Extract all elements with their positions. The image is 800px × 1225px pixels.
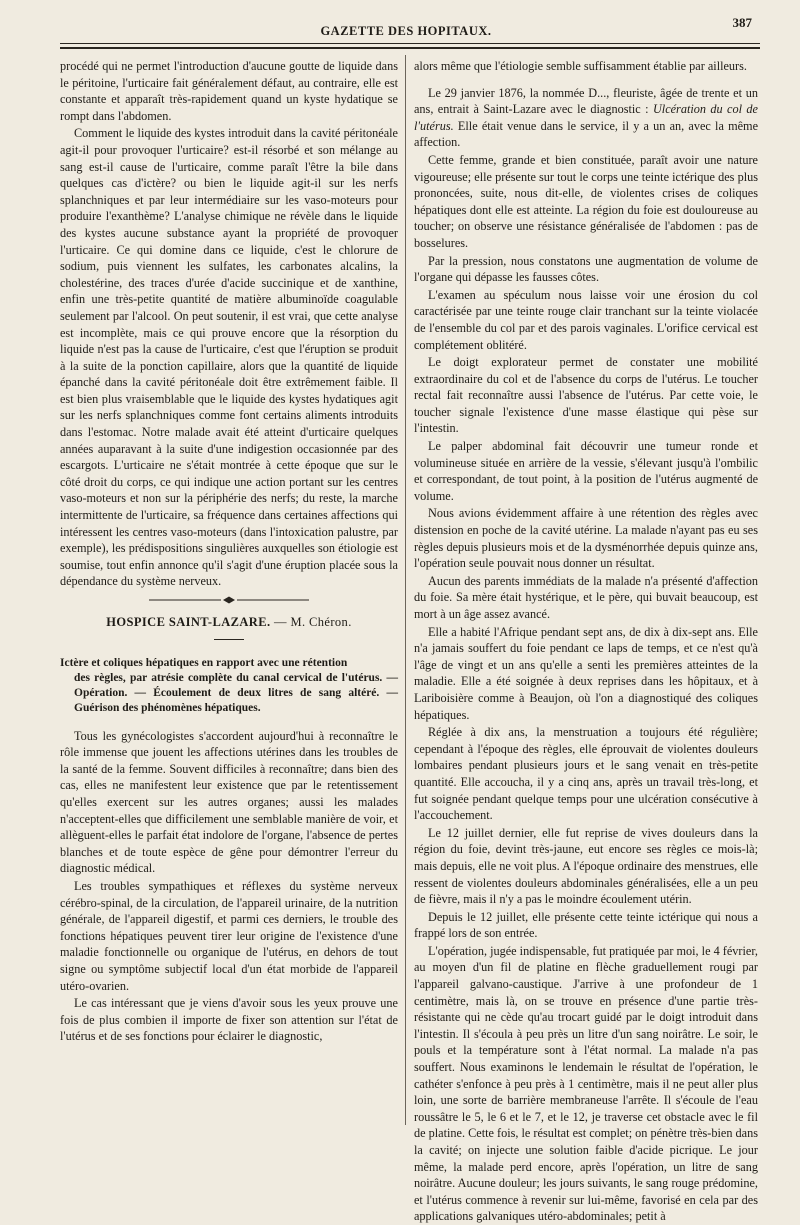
paragraph: Cette femme, grande et bien constituée, paraît avoir une nature vigoureuse; elle présente sur tout le corps une teinte ictérique des plus prononcées, suite, nous dit-elle, de violentes crises de coliques hépatiques dont elle est atteinte. La région du foie est douloureuse au toucher; on observe une résistance généralisée de l'abdomen : pas de bosselures. — [414, 152, 758, 250]
journal-title: GAZETTE DES HOPITAUX. — [320, 24, 492, 38]
obs-intro: Le 29 janvier 1876, la nommée D..., fleuriste, âgée de trente et un ans, entrait à Saint-Lazare avec le diagnostic : — [414, 85, 758, 117]
paragraph: Nous avions évidemment affaire à une rétention des règles avec distension en poche de la cavité utérine. La malade n'ayant pas eu ses règles depuis plusieurs mois et de la dysménorrhée depuis quinze ans, l'opération seule pouvait nous donner un résultat. — [414, 506, 758, 571]
paragraph: Le doigt explorateur permet de constater une mobilité extraordinaire du col et de l'absence du corps de l'utérus. Le toucher rectal fait reconnaître aussi l'absence de l'utérus. Par cette voie, le toucher signale l'existence d'une masse élastique qui pèse sur l'intestin. — [414, 355, 758, 436]
paragraph: Le 12 juillet dernier, elle fut reprise de vives douleurs dans la région du foie, devint très-jaune, eut encore ses règles ce mois-là; mais depuis, elle ne voit plus. A l'époque ordinaire des menstrues, elle ressent de violentes douleurs abdominales généralisées, elle a un peu de fièvre, mais il n'y a pas le moindre écoulement utérin. — [414, 825, 758, 907]
left-column — [60, 58, 398, 1128]
observation-paragraph — [414, 85, 758, 151]
right-column — [414, 58, 759, 1224]
header-rule-thin — [60, 43, 760, 44]
page-number: 387 — [732, 15, 752, 30]
paragraph: Comment le liquide des kystes introduit dans la cavité péritonéale agit-il pour provoquer l'urticaire? est-il résorbé et son mélange au sang est-il cause de l'urticaire, comme paraît l'être la bile dans quelques cas d'ictère? ou bien le liquide agit-il sur les nerfs splanchniques et par leur intermédiaire sur les vaso-moteurs pour produire l'exanthème? L'analyse chimique ne révèle dans le liquide des kystes aucune substance ayant la propriété de provoquer l'urticaire. Ce qui domine dans ce liquide, c'est le chlorure de sodium, puis viennent les sulfates, les carbonates alcalins, la cholestérine, des traces d'urée d'acide succinique et de xanthine, enfin une très-petite quantité de matière albuminoïde coagulable seulement par l'alcool. On peut soutenir, il est vrai, que cette analyse est incomplète, mais ce qui prouve encore que la résorption du liquide n'est pas la cause de l'urticaire, c'est que l'éruption se produit à la suite de la ponction capillaire, alors que la quantité de liquide épanché dans la cavité péritonéale doit être extrêmement faible. Il est bien plus vraisemblable que le liquide des kystes hydatiques agit sur les nerfs splanchniques comme font certains aliments introduits dans l'estomac. Notre malade avait été atteint d'urticaire quelques années auparavant à la suite d'une indigestion occasionnée par des escargots. L'urticaire ne s'était montrée à cette époque que sur le côté droit du corps, ce qui indique une action portant sur les centres vaso-moteurs et non sur la périphérie des nerfs; du reste, la marche intermittente de l'urticaire, sa fréquence dans certaines affections qui intéressent les centres vaso-moteurs (dans l'intoxication palustre, par exemple), les prédispositions singulières auxquelles son étiologie est soumise, tout enfin annonce qu'il s'agit d'une éruption placée sous la dépendance du système nerveux. — [60, 126, 398, 589]
paragraph: Aucun des parents immédiats de la malade n'a présenté d'affection du foie. Sa mère était hystérique, et le père, qui buvait beaucoup, est mort à un âge assez avancé. — [414, 573, 758, 621]
ornament-diamond-icon — [149, 596, 309, 604]
header-rule-thick — [60, 47, 760, 49]
paragraph: Tous les gynécologistes s'accordent aujourd'hui à reconnaître le rôle immense que jouent les affections utérines dans les troubles de la santé de la femme. Souvent difficiles à reconnaître; dans bien des cas, elles ne manifestent leur existence que par le retentissement qu'elles exercent sur les autres organes; aussi les malades n'acceptent-elles que difficilement une semblable manière de voir, et allèguent-elles le parfait état indolore de l'organe, l'absence de pertes blanches et de toute espèce de gêne pour démontrer l'erreur du diagnostic médical. — [60, 728, 398, 876]
section-author: — M. Chéron. — [274, 615, 352, 629]
paragraph: Réglée à dix ans, la menstruation a toujours été régulière; cependant à l'époque des règles, elle éprouvait de violentes douleurs lombaires pendant plusieurs jours et le sang venait en très-petite quantité. Elle accoucha, il y a cinq ans, après un travail très-long, et fut soignée pendant quelque temps pour une ulcération consécutive à l'accouchement. — [414, 725, 758, 823]
column-divider — [405, 55, 406, 1125]
paragraph: procédé qui ne permet l'introduction d'aucune goutte de liquide dans le péritoine, l'urticaire fait généralement défaut, au contraire, elle est constante et apparaît très-rapidement quand un kyste hydatique se rompt dans l'abdomen. — [60, 59, 398, 123]
paragraph: L'examen au spéculum nous laisse voir une érosion du col caractérisée par une teinte rouge clair tranchant sur la teinte violacée de l'ensemble du col par et des parois vaginales. L'orifice cervical est complétement oblitéré. — [414, 287, 758, 352]
paragraph: L'opération, jugée indispensable, fut pratiquée par moi, le 4 février, au moyen d'un fil de platine en flèche graduellement rougi par l'appareil galvano-caustique. J'arrive à une profondeur de 1 centimètre, mais là, on se trouve en présence d'une partie très-résistante qui ne cède qu'au trocart guidé par le doigt introduit dans l'intestin. Il s'écoula à peu près un litre d'un sang noirâtre. Le soir, le pouls et la température sont à l'état normal. La malade n'a pas souffert. Nous examinons le lendemain le résultat de l'opération, le cathéter s'enfonce à peu près à 1 centimètre, mais il ne peut aller plus loin, une sorte de barrière membraneuse l'arrête. Il s'écoule de l'eau roussâtre le 5, le 6 et le 7, et le 12, je traverse cet obstacle avec le fil de platine. Cette fois, le résultat est complet; on pénètre très-bien dans la cavité; on injecte une solution faible d'acide picrique. Le jour même, la malade perd encore, après l'opération, un litre de sang noirâtre. Aucune douleur; les jours suivants, le sang rouge prédomine, et l'utérus commence à revenir sur lui-même, favorisé en cela par des applications galvaniques utéro-abdominales; petit à — [414, 943, 758, 1224]
paragraph: Le cas intéressant que je viens d'avoir sous les yeux prouve une fois de plus combien il importe de fixer son attention sur l'état de l'utérus et de ses fonctions pour éclairer le diagnostic, — [60, 996, 398, 1044]
paragraph: Les troubles sympathiques et réflexes du système nerveux cérébro-spinal, de la circulation, de l'appareil urinaire, de la nutrition générale, de l'appareil digestif, et parmi ces derniers, le trouble des fonctions hépatiques peuvent tirer leur origine de l'existence d'une maladie fonctionnelle ou organique de l'utérus, en dehors de tout signe ou symptôme subjectif local d'un état morbide de l'appareil utéro-ovarien. — [60, 878, 398, 993]
obs-diagnosis: Ulcération du col de l'utérus. — [414, 102, 758, 133]
case-title-lead: Ictère et coliques hépatiques en rapport avec une rétention — [60, 656, 348, 669]
short-rule — [214, 639, 244, 640]
paragraph: Depuis le 12 juillet, elle présente cette teinte ictérique qui nous a frappé lors de son entrée. — [414, 909, 758, 941]
obs-rest: Elle était venue dans le service, il y a un an, avec la même affection. — [414, 118, 759, 150]
case-title-rest: des règles, par atrésie complète du canal cervical de l'utérus. — Opération. — Écoulement de deux litres de sang altéré. — Guérison des phénomènes hépatiques. — [74, 671, 398, 714]
section-heading-text: HOSPICE SAINT-LAZARE. — [106, 615, 271, 629]
ornament-rule — [60, 596, 398, 604]
case-title — [60, 656, 398, 716]
paragraph: Le palper abdominal fait découvrir une tumeur ronde et volumineuse située en arrière de la vessie, s'élevant jusqu'à l'ombilic et correspondant, de tout point, à la position de l'utérus augmenté de volume. — [414, 439, 758, 503]
paragraph: Par la pression, nous constatons une augmentation de volume de l'organe qui dépasse les fausses côtes. — [414, 253, 758, 285]
section-heading — [60, 614, 398, 631]
paragraph: Elle a habité l'Afrique pendant sept ans, de dix à dix-sept ans. Elle n'a jamais souffert du foie pendant ce laps de temps, et ce n'est qu'à l'âge de vingt et un ans qu'elle a senti les premières atteintes de la maladie. Elle a été soignée à deux reprises dans les hôpitaux, et à Lariboisière comme à Beaujon, où l'on a diagnostiqué des coliques hépatiques. — [414, 624, 758, 722]
paragraph: alors même que l'étiologie semble suffisamment établie par ailleurs. — [414, 59, 747, 73]
